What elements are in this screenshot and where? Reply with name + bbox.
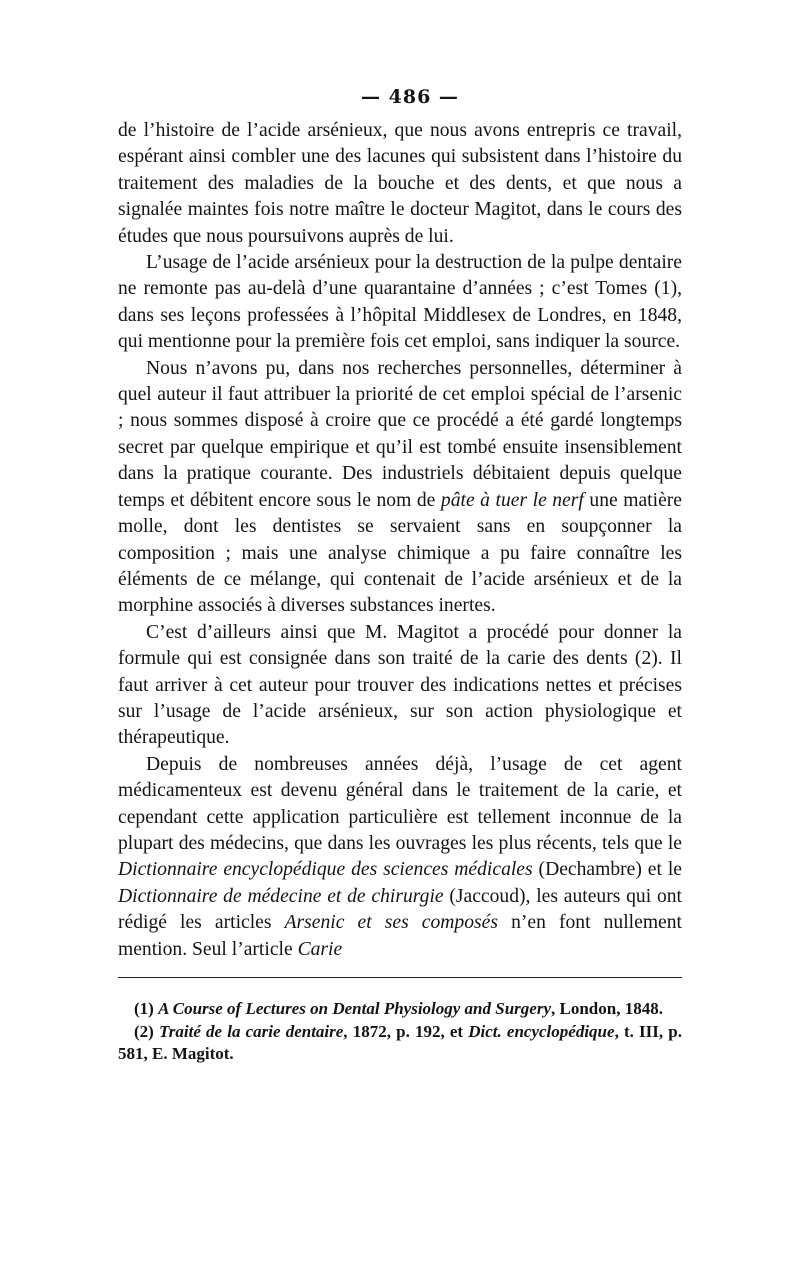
footnote-1-title: A Course of Lectures on Dental Physiology and Surgery <box>158 999 551 1018</box>
paragraph-3-italic: pâte à tuer le nerf <box>440 489 584 511</box>
paragraph-3-text-b: une matière molle, dont les dentistes se servaient sans en soupçonner la composition ; mais une analyse chimique a pu faire connaître les éléments de ce mélange, qui contenait de l’acide arsénieux et de la morphine associés à diverses substances inertes. <box>118 489 682 617</box>
footnote-1-rest: , London, 1848. <box>551 999 663 1018</box>
paragraph-4: C’est d’ailleurs ainsi que M. Magitot a procédé pour donner la formule qui est consignée dans son traité de la carie des dents (2). Il faut arriver à cet auteur pour trouver des indications nettes et précises sur l’usage de l’acide arsénieux, sur son action physiologique et thérapeutique. <box>118 621 682 749</box>
paragraph-5-text-a: Depuis de nombreuses années déjà, l’usage de cet agent médicamenteux est devenu général dans le traitement de la carie, et cependant cette application particulière est tellement inconnue de la plupart des médecins, que dans les ouvrages les plus récents, tels que le <box>118 753 682 854</box>
document-page <box>118 86 682 1066</box>
paragraph-5-italic-3: Arsenic et ses composés <box>284 912 498 934</box>
footnote-rule <box>118 977 682 978</box>
paragraph-1: de l’histoire de l’acide arsénieux, que nous avons entrepris ce travail, espérant ainsi combler une des lacunes qui subsistent dans l’histoire du traitement des maladies de la bouche et des dents, et que nous a signalée maintes fois notre maître le docteur Magitot, dans le cours des études que nous poursuivons auprès de lui. <box>118 120 682 247</box>
paragraph-5-text-b: (Dechambre) et le <box>532 859 682 881</box>
paragraph-2: L’usage de l’acide arsénieux pour la destruction de la pulpe dentaire ne remonte pas au-delà d’une quarantaine d’années ; c’est Tomes (1), dans ses leçons professées à l’hôpital Middlesex de Londres, en 1848, qui mentionne pour la première fois cet emploi, sans indiquer la source. <box>118 252 682 353</box>
paragraph-5-text-d: n’en font nullement mention. Seul l’article <box>118 912 682 960</box>
footnote-2-rest: , t. III, p. 581, E. Magitot. <box>118 1021 682 1063</box>
footnote-1-marker: (1) <box>134 999 154 1018</box>
paragraph-5-italic-1: Dictionnaire encyclopédique des sciences médicales <box>118 859 533 881</box>
footnote-2-dict: Dict. encyclopédique <box>468 1021 615 1041</box>
paragraph-5 <box>118 752 682 963</box>
footnote-2-title: Traité de la carie dentaire <box>159 1021 344 1041</box>
footnote-2-mid: , 1872, p. 192, et <box>343 1021 469 1041</box>
body-text <box>118 118 682 963</box>
footnotes <box>118 998 682 1066</box>
footnote-1 <box>118 998 682 1021</box>
paragraph-5-text-c: (Jaccoud), les auteurs qui ont rédigé les articles <box>118 885 682 934</box>
footnote-2-marker: (2) <box>134 1021 154 1041</box>
page-number: — 486 — <box>361 86 459 108</box>
paragraph-5-italic-4: Carie <box>297 938 343 960</box>
paragraph-5-italic-2: Dictionnaire de médecine et de chirurgie <box>118 885 444 907</box>
paragraph-3-text-a: Nous n’avons pu, dans nos recherches personnelles, déterminer à quel auteur il faut attribuer la priorité de cet emploi spécial de l’arsenic ; nous sommes disposé à croire que ce procédé a été gardé longtemps secret par quelque empirique et qu’il est tombé ensuite insensiblement dans la pratique courante. Des industriels débitaient depuis quelque temps et débitent encore sous le nom de <box>118 357 682 511</box>
paragraph-3 <box>118 356 682 620</box>
footnote-2 <box>118 1021 682 1066</box>
